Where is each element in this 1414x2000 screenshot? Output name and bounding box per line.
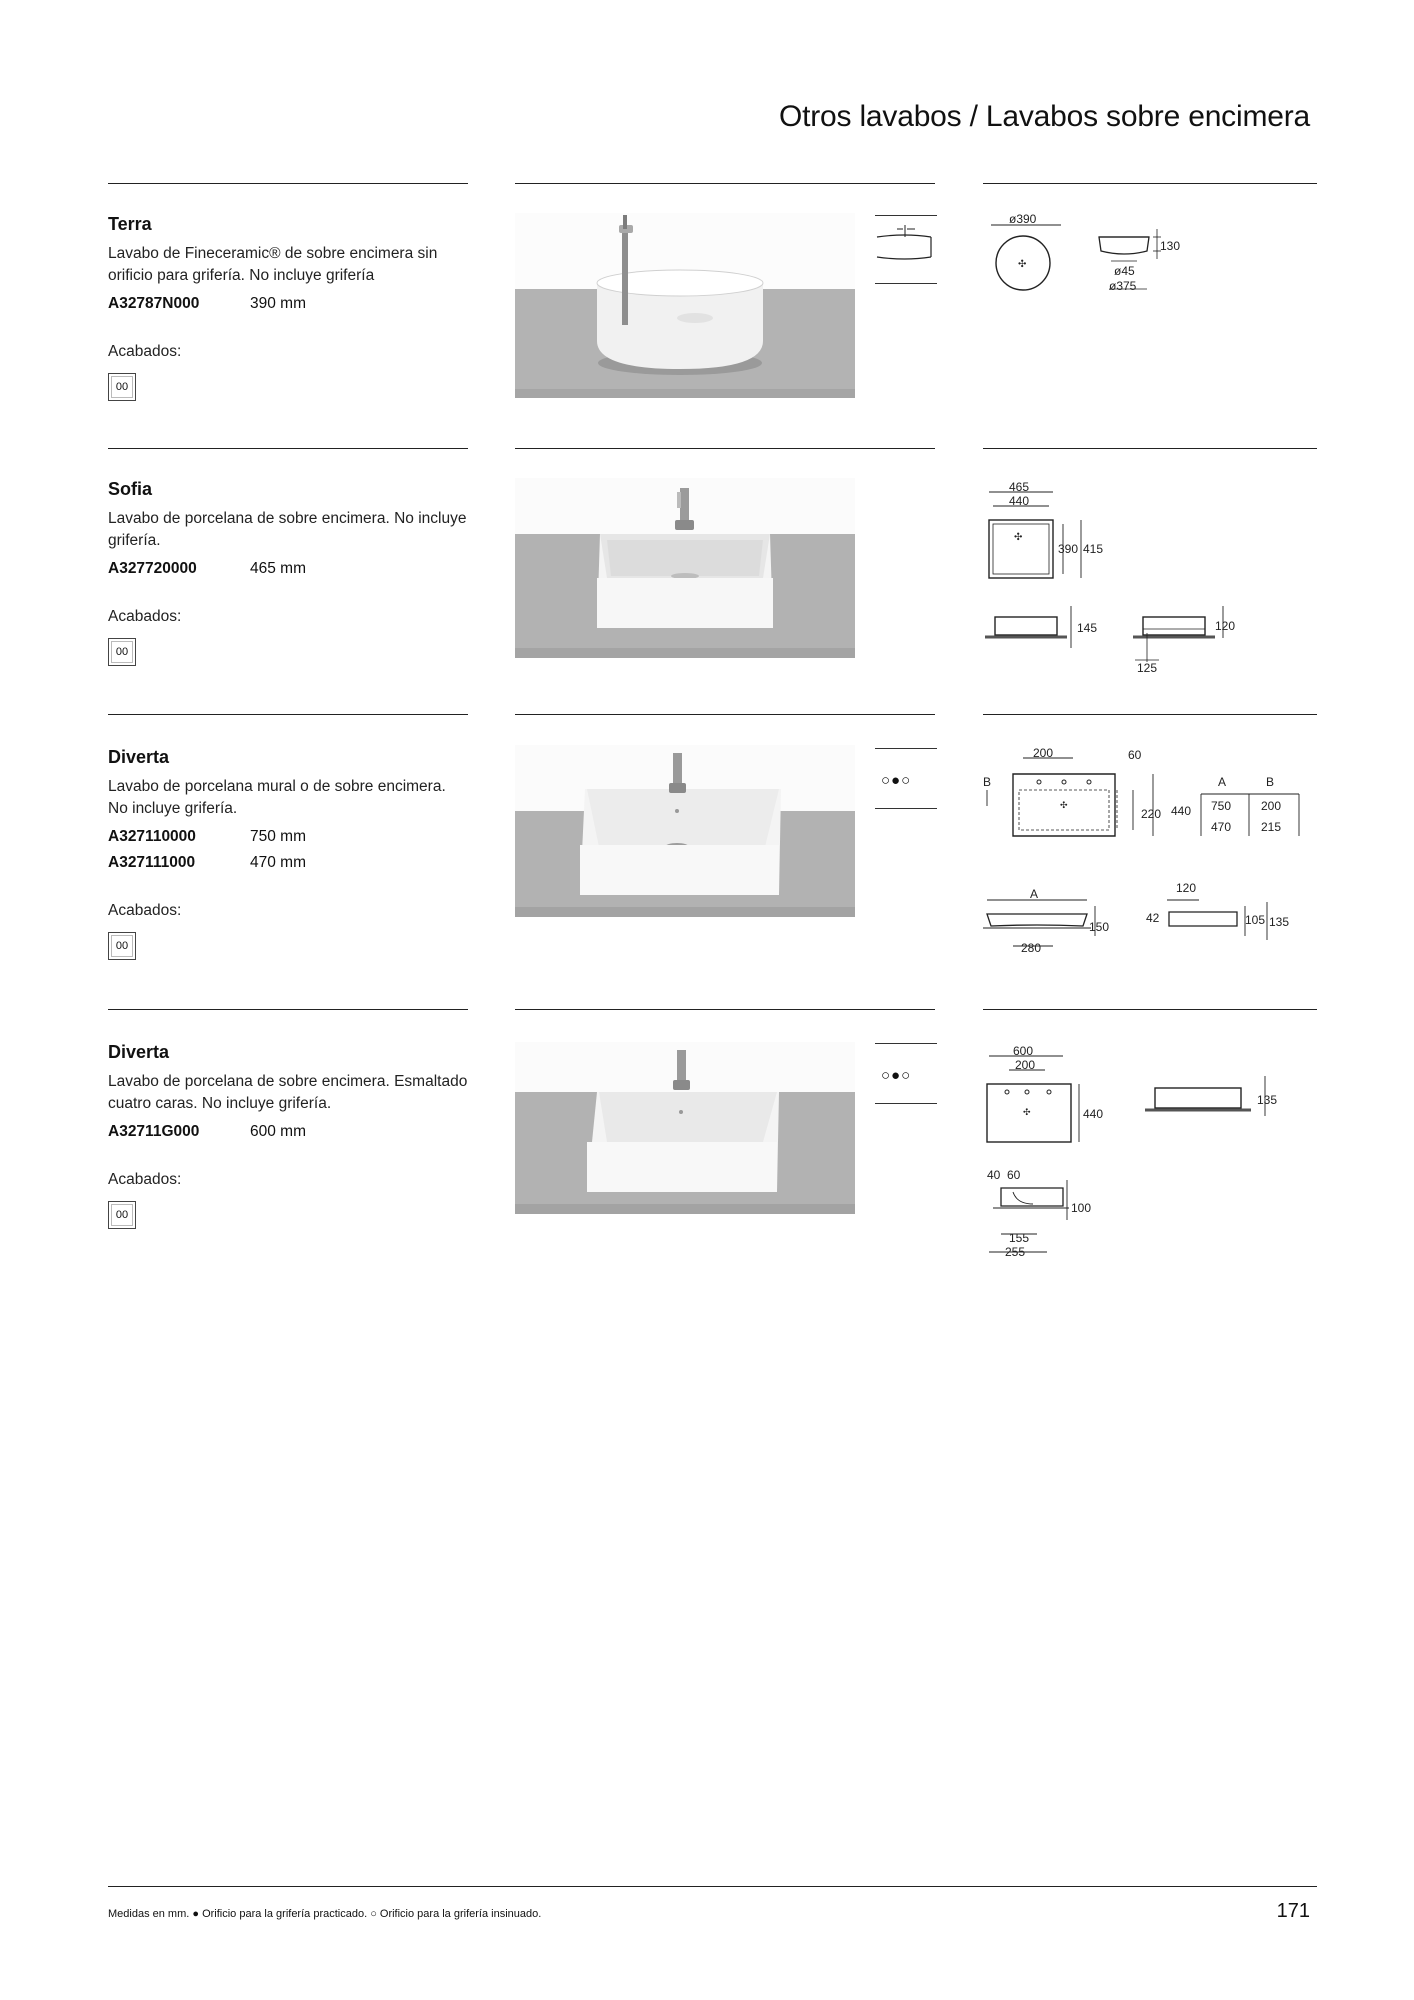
product-info [108, 214, 468, 401]
divider [983, 1009, 1317, 1010]
sofia-basin-photo [515, 478, 855, 658]
finish-swatch: 00 [108, 373, 136, 401]
product-description: Lavabo de porcelana de sobre encimera. Esmaltado cuatro caras. No incluye grifería. [108, 1073, 468, 1112]
dim-label: 125 [1137, 661, 1158, 675]
product-description: Lavabo de Fineceramic® de sobre encimera sin orificio para grifería. No incluye grifería [108, 245, 438, 284]
product-code: A32711G000 [108, 1123, 200, 1140]
product-name: Diverta [108, 1042, 170, 1062]
divider [983, 183, 1317, 184]
product-description: Lavabo de porcelana de sobre encimera. No incluye grifería. [108, 510, 467, 549]
finishes-label: Acabados: [108, 608, 182, 625]
hole-indicator [875, 215, 937, 285]
hole-indicator [875, 1043, 937, 1105]
page-number: 171 [1276, 1900, 1310, 1922]
diverta-mural-dimension-drawing [983, 746, 1323, 966]
product-info [108, 479, 468, 666]
product-code-row [108, 828, 468, 846]
product-code-row [108, 560, 468, 578]
faucet-hole-icons: ○●○ [881, 772, 912, 789]
product-code-row [108, 1123, 468, 1141]
dim-label: 255 [1005, 1245, 1026, 1259]
product-description: Lavabo de porcelana mural o de sobre encimera. No incluye grifería. [108, 778, 446, 817]
divider [108, 714, 468, 715]
table-cell: 750 [1211, 799, 1232, 813]
product-photo [515, 1042, 855, 1214]
dimension-table [1201, 775, 1299, 836]
dim-label: 465 [1009, 480, 1030, 494]
drain-icon: ✣ [1018, 259, 1027, 270]
product-code-row [108, 295, 468, 313]
drain-icon: ✣ [1023, 1107, 1031, 1117]
dim-label: ø375 [1109, 279, 1137, 293]
product-code: A327720000 [108, 560, 197, 577]
dim-label: 60 [1128, 748, 1142, 762]
footer-note: Medidas en mm. ● Orificio para la grifería practicado. ○ Orificio para la grifería insinuado. [108, 1908, 542, 1920]
product-size: 750 mm [250, 828, 306, 845]
dim-label: A [1030, 887, 1039, 901]
dim-label: 120 [1215, 619, 1236, 633]
divider [108, 448, 468, 449]
product-code: A327110000 [108, 828, 196, 845]
terra-dimension-drawing [983, 213, 1183, 303]
dim-label: 150 [1089, 920, 1110, 934]
dim-label: 105 [1245, 913, 1266, 927]
finishes-label: Acabados: [108, 1171, 182, 1188]
dim-label: 130 [1160, 239, 1181, 253]
dim-label: ø45 [1114, 264, 1135, 278]
table-cell: 200 [1261, 799, 1282, 813]
dim-label: B [983, 775, 992, 789]
product-name: Sofia [108, 479, 153, 499]
dim-label: 42 [1146, 911, 1160, 925]
diverta-countertop-dimension-drawing [983, 1042, 1283, 1282]
countertop-section-icon [875, 219, 937, 279]
drain-icon: ✣ [1060, 800, 1068, 810]
table-cell: 470 [1211, 820, 1232, 834]
product-size: 600 mm [250, 1123, 306, 1140]
product-photo [515, 213, 855, 398]
dim-label: 440 [1009, 494, 1030, 508]
dim-label: ø390 [1009, 213, 1037, 226]
finish-swatch: 00 [108, 1201, 136, 1229]
dim-label: 600 [1013, 1044, 1034, 1058]
dim-label: 220 [1141, 807, 1162, 821]
sofia-dimension-drawing [983, 478, 1263, 678]
divider [983, 448, 1317, 449]
product-name: Diverta [108, 747, 170, 767]
divider [515, 448, 935, 449]
dim-label: 415 [1083, 542, 1104, 556]
dim-label: 100 [1071, 1201, 1092, 1215]
product-photo [515, 478, 855, 658]
product-code-row [108, 854, 468, 872]
dim-label: 200 [1015, 1058, 1036, 1072]
product-code: A327111000 [108, 854, 196, 871]
divider [108, 183, 468, 184]
faucet-hole-icons: ○●○ [881, 1067, 912, 1084]
dim-label: 60 [1007, 1168, 1021, 1182]
terra-basin-photo [515, 213, 855, 398]
divider [515, 1009, 935, 1010]
finish-swatch: 00 [108, 932, 136, 960]
divider [108, 1009, 468, 1010]
product-code: A32787N000 [108, 295, 200, 312]
product-info [108, 1042, 468, 1229]
product-size: 465 mm [250, 560, 306, 577]
diverta-mural-basin-photo [515, 745, 855, 917]
table-header: A [1218, 775, 1227, 789]
dim-label: 120 [1176, 881, 1197, 895]
dim-label: 440 [1083, 1107, 1104, 1121]
footer-divider [108, 1886, 1317, 1887]
drain-icon: ✣ [1014, 532, 1023, 543]
diverta-countertop-basin-photo [515, 1042, 855, 1214]
dim-label: 155 [1009, 1231, 1030, 1245]
finish-swatch: 00 [108, 638, 136, 666]
product-info [108, 747, 468, 960]
dim-label: 40 [987, 1168, 1001, 1182]
divider [515, 714, 935, 715]
dim-label: 440 [1171, 804, 1192, 818]
product-size: 390 mm [250, 295, 306, 312]
dim-label: 135 [1257, 1093, 1278, 1107]
page-title: Otros lavabos / Lavabos sobre encimera [778, 100, 1310, 133]
product-name: Terra [108, 214, 152, 234]
finishes-label: Acabados: [108, 343, 182, 360]
table-header: B [1266, 775, 1275, 789]
divider [983, 714, 1317, 715]
hole-indicator [875, 748, 937, 810]
dim-label: 135 [1269, 915, 1290, 929]
dim-label: 390 [1058, 542, 1079, 556]
divider [515, 183, 935, 184]
finishes-label: Acabados: [108, 902, 182, 919]
dim-label: 200 [1033, 746, 1054, 760]
table-cell: 215 [1261, 820, 1282, 834]
dim-label: 280 [1021, 941, 1042, 955]
dim-label: 145 [1077, 621, 1098, 635]
product-size: 470 mm [250, 854, 306, 871]
product-photo [515, 745, 855, 917]
